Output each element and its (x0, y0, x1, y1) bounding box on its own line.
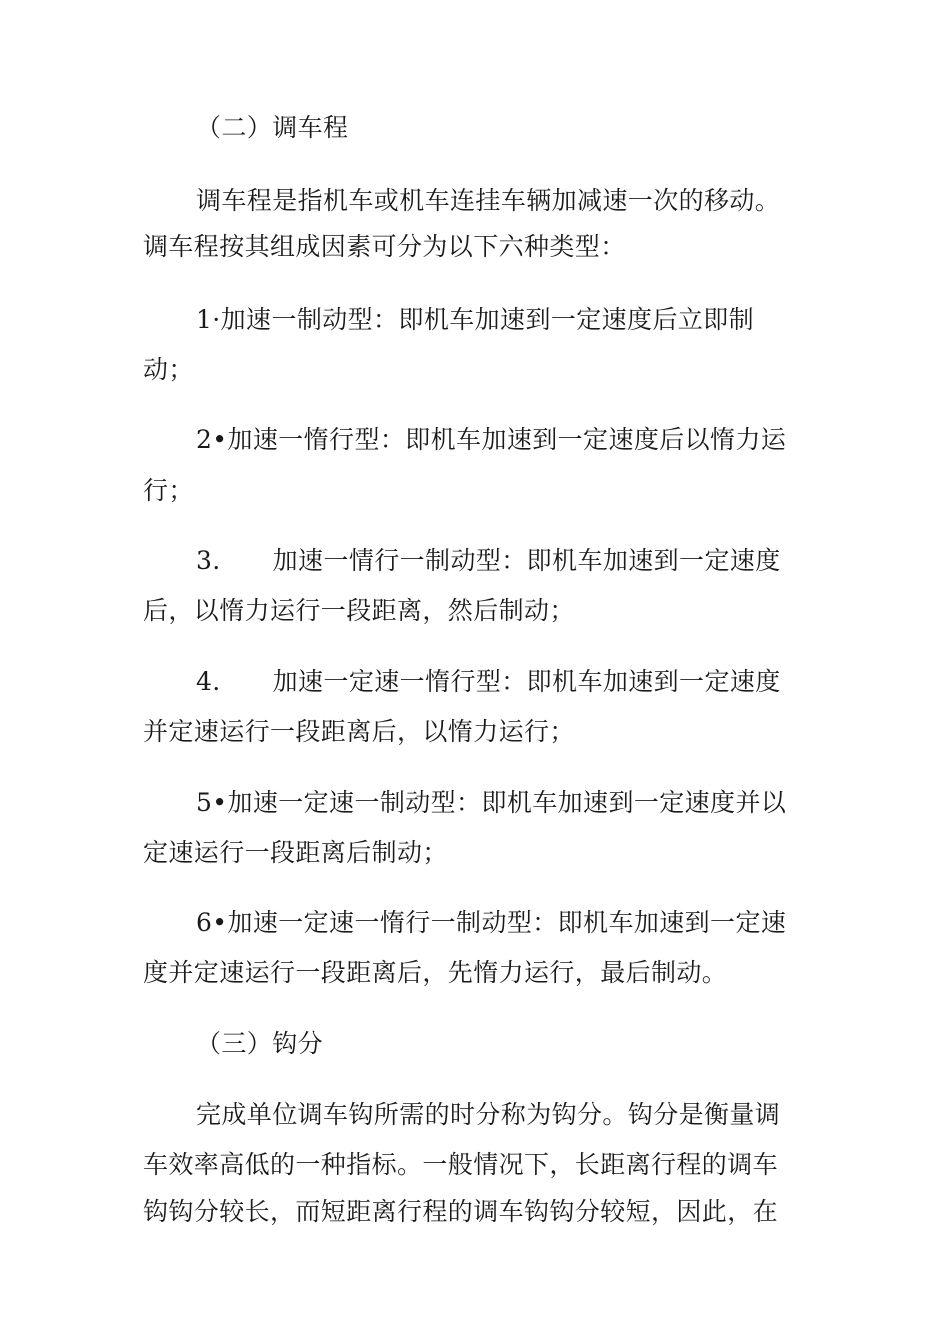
type-6-number: 6• (196, 908, 228, 937)
type-5-line-1 (196, 788, 786, 818)
type-5-text: 加速一定速一制动型：即机车加速到一定速度并以 (227, 788, 787, 817)
section-3-heading: （三）钩分 (196, 1029, 324, 1058)
type-2-number: 2• (196, 425, 228, 454)
type-1-line-2: 动； (143, 355, 194, 384)
type-4-number: 4. (196, 667, 221, 696)
type-3-line-1 (196, 546, 781, 576)
intro-line-1: 调车程是指机车或机车连挂车辆加减速一次的移动。 (196, 186, 781, 215)
type-3-text: 加速一情行一制动型：即机车加速到一定速度 (272, 546, 781, 575)
type-1-number: 1· (196, 305, 221, 334)
type-4-line-1 (196, 667, 781, 697)
type-3-line-2: 后，以惰力运行一段距离，然后制动； (143, 596, 575, 625)
paragraph-line-3: 钩钩分较长，而短距离行程的调车钩钩分较短，因此，在 (143, 1197, 779, 1226)
type-2-text: 加速一惰行型：即机车加速到一定速度后以惰力运 (227, 425, 787, 454)
type-4-line-2: 并定速运行一段距离后，以惰力运行； (143, 717, 575, 746)
type-6-line-1 (196, 908, 786, 938)
type-2-line-2: 行； (143, 476, 194, 505)
type-1-text: 加速一制动型：即机车加速到一定速度后立即制 (220, 305, 755, 334)
type-2-line-1 (196, 425, 786, 455)
type-3-number: 3. (196, 546, 221, 575)
section-2-heading: （二）调车程 (196, 113, 349, 142)
type-6-line-2: 度并定速运行一段距离后，先惰力运行，最后制动。 (143, 958, 728, 987)
type-1-line-1 (196, 305, 754, 335)
type-6-text: 加速一定速一惰行一制动型：即机车加速到一定速 (227, 908, 787, 937)
type-5-line-2: 定速运行一段距离后制动； (143, 838, 448, 867)
paragraph-line-2: 车效率高低的一种指标。一般情况下，长距离行程的调车 (143, 1150, 779, 1179)
type-5-number: 5• (196, 788, 228, 817)
paragraph-line-1: 完成单位调车钩所需的时分称为钩分。钩分是衡量调 (196, 1100, 781, 1129)
intro-line-2: 调车程按其组成因素可分为以下六种类型： (143, 232, 626, 261)
type-4-text: 加速一定速一惰行型：即机车加速到一定速度 (272, 667, 781, 696)
